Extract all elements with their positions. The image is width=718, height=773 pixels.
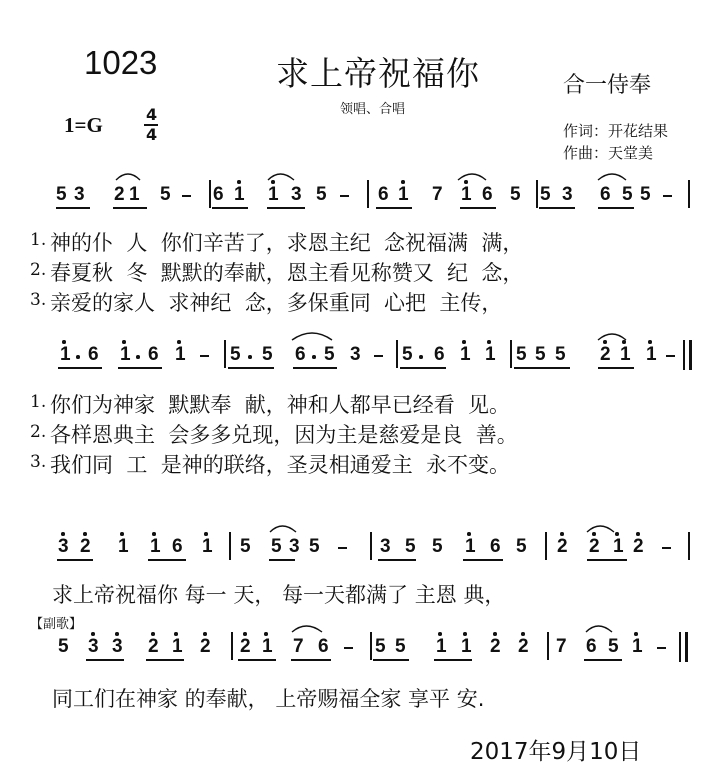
subtitle: 领唱、合唱 <box>340 102 406 117</box>
chorus-label: 【副歌】 <box>30 617 83 632</box>
song-number: 1023 <box>84 44 158 81</box>
lyric-line: 你们为神家 默默奉 献，神和人都早已经看 见。 <box>50 393 511 417</box>
chorus-lyric-line: 同工们在神家 的奉献， 上帝赐福全家 享平 安. <box>52 687 485 711</box>
lyric-line: 亲爱的家人 求神纪 念，多保重同 心把 主传， <box>50 291 503 315</box>
lyric-line: 各样恩典主 会多多兑现，因为主是慈爱是良 善。 <box>50 423 518 447</box>
verse-number: 2. <box>30 260 47 280</box>
verse-number: 2. <box>30 422 47 442</box>
song-title: 求上帝祝福你 <box>276 54 480 93</box>
date-stamp: 2017年9月10日 <box>470 739 642 765</box>
key-signature: 1=G <box>64 113 103 137</box>
verse-number: 3. <box>30 452 47 472</box>
lyric-line: 春夏秋 冬 默默的奉献，恩主看见称赞又 纪 念， <box>50 261 524 285</box>
time-signature-bottom: 4 <box>146 125 158 144</box>
time-signature-top: 4 <box>146 105 158 124</box>
lyric-line: 我们同 工 是神的联络，圣灵相通爱主 永不变。 <box>50 453 511 477</box>
verse-number: 1. <box>30 230 47 250</box>
composer-credit: 作曲：天堂美 <box>563 144 654 162</box>
verse-number: 3. <box>30 290 47 310</box>
lyricist-credit: 作词：开花结果 <box>563 122 669 140</box>
chorus-lyric-line: 求上帝祝福你 每一 天， 每一天都满了 主恩 典， <box>52 583 506 607</box>
verse-number: 1. <box>30 392 47 412</box>
lyric-line: 神的仆 人 你们辛苦了，求恩主纪 念祝福满 满， <box>50 231 524 255</box>
performance-type: 合一侍奉 <box>563 73 652 98</box>
